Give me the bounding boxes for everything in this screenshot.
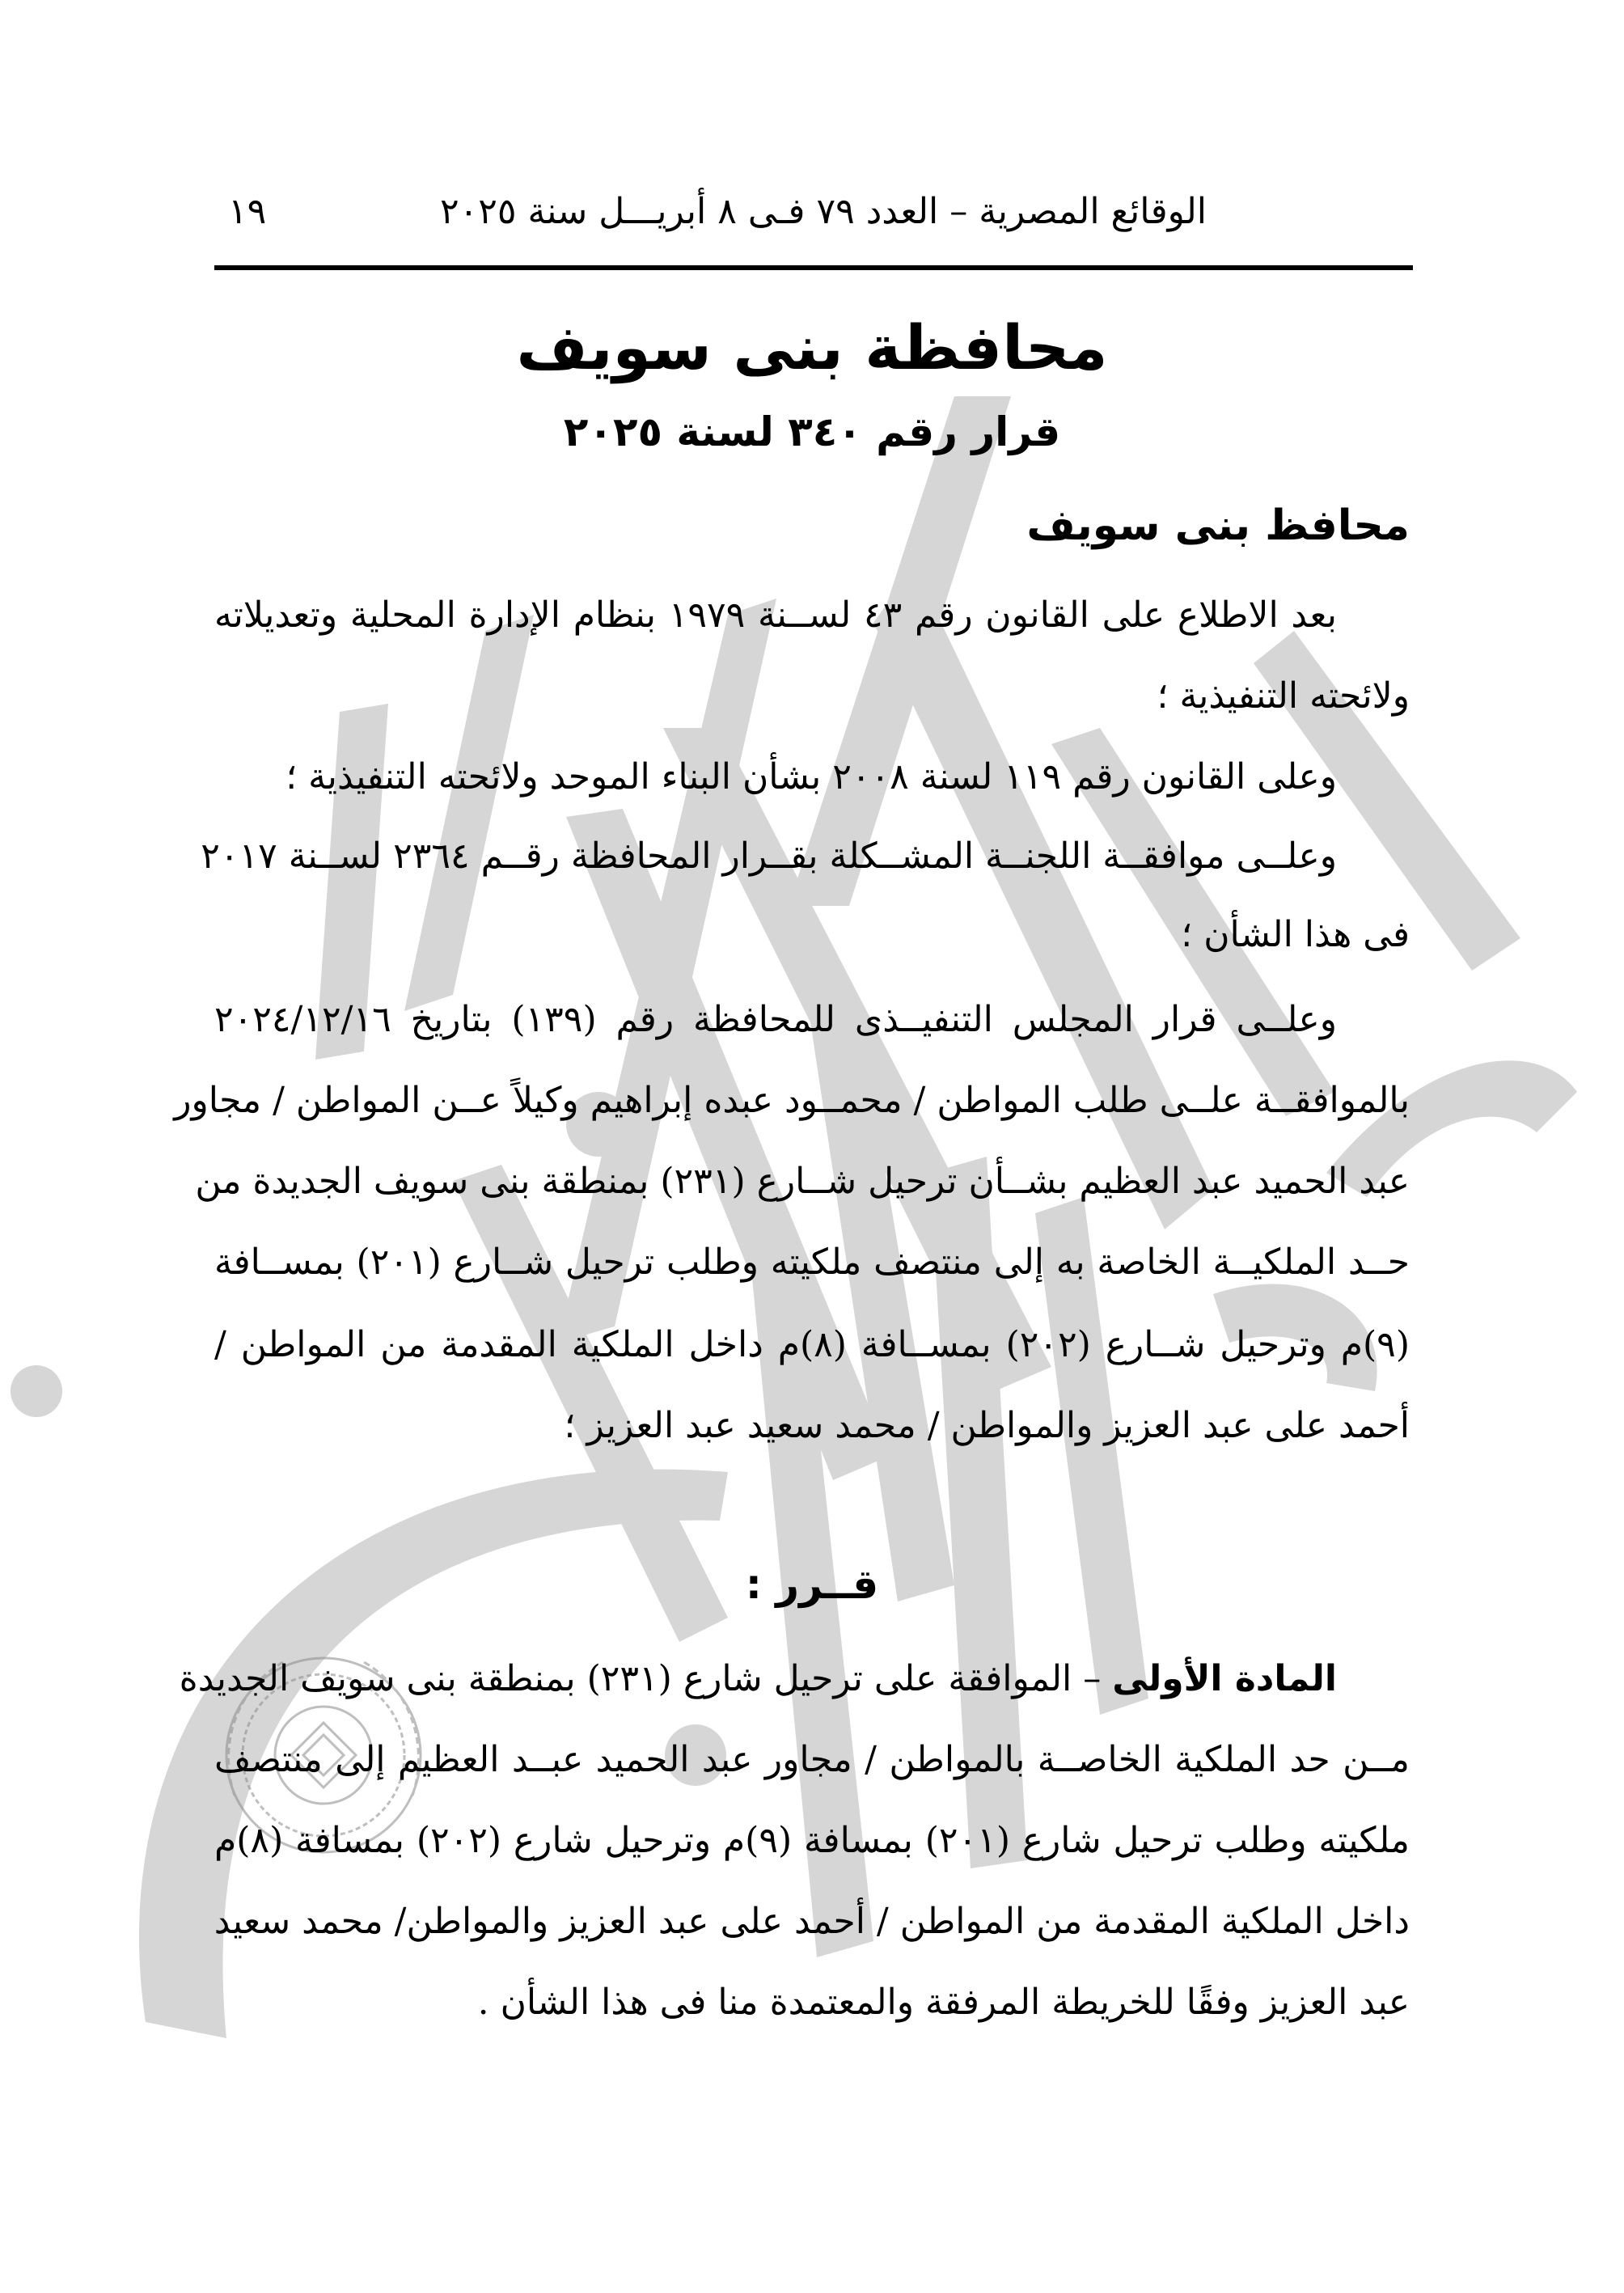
article-one-label: المادة الأولى bbox=[1112, 1658, 1337, 1699]
decree-word: قــرر : bbox=[745, 1561, 879, 1608]
decree-number: قرار رقم ٣٤٠ لسنة ٢٠٢٥ bbox=[563, 408, 1061, 455]
article-line: مــن حد الملكية الخاصــة بالمواطن / مجاور عبد الحميد عبــد العظيم إلى منتصف bbox=[214, 1739, 1410, 1780]
preamble-line: أحمد على عبد العزيز والمواطن / محمد سعيد عبد العزيز ؛ bbox=[564, 1405, 1410, 1446]
article-line: داخل الملكية المقدمة من المواطن / أحمد على عبد العزيز والمواطن/ محمد سعيد bbox=[214, 1901, 1410, 1942]
running-header: الوقائع المصرية – العدد ٧٩ فـى ٨ أبريـــل سنة ٢٠٢٥ bbox=[440, 191, 1207, 232]
document-title: محافظة بنى سويف bbox=[516, 311, 1108, 383]
preamble-line: حــد الملكيــة الخاصة به إلى منتصف ملكيته وطلب ترحيل شــارع (٢٠١) بمســافة bbox=[214, 1242, 1410, 1283]
preamble-line: وعلــى موافقــة اللجنــة المشــكلة بقــرار المحافظة رقــم ٢٣٦٤ لســنة ٢٠١٧ bbox=[201, 836, 1337, 877]
issuer-heading: محافظ بنى سويف bbox=[1026, 501, 1410, 550]
article-one-first-line bbox=[179, 1658, 1337, 1699]
article-line: ملكيته وطلب ترحيل شارع (٢٠١) بمسافة (٩)م وترحيل شارع (٢٠٢) بمسافة (٨)م bbox=[214, 1820, 1410, 1861]
article-line: عبد العزيز وفقًا للخريطة المرفقة والمعتمدة منا فى هذا الشأن . bbox=[477, 1982, 1410, 2023]
preamble-line: فى هذا الشأن ؛ bbox=[1181, 914, 1410, 955]
article-separator: – bbox=[1072, 1658, 1113, 1699]
preamble-line: ولائحته التنفيذية ؛ bbox=[1157, 675, 1410, 717]
header-rule bbox=[214, 265, 1413, 270]
preamble-line: بعد الاطلاع على القانون رقم ٤٣ لســنة ١٩٧٩ بنظام الإدارة المحلية وتعديلاته bbox=[214, 594, 1337, 636]
preamble-line: بالموافقــة علــى طلب المواطن / محمــود عبده إبراهيم وكيلاً عــن المواطن / مجاور bbox=[174, 1080, 1410, 1121]
page-number: ١٩ bbox=[228, 191, 267, 232]
preamble-line: عبد الحميد عبد العظيم بشــأن ترحيل شــارع (٢٣١) بمنطقة بنى سويف الجديدة من bbox=[195, 1161, 1410, 1202]
preamble-line: (٩)م وترحيل شــارع (٢٠٢) بمســافة (٨)م داخل الملكية المقدمة من المواطن / bbox=[214, 1324, 1410, 1365]
preamble-line: وعلى القانون رقم ١١٩ لسنة ٢٠٠٨ بشأن البناء الموحد ولائحته التنفيذية ؛ bbox=[285, 756, 1337, 797]
article-one-text: الموافقة على ترحيل شارع (٢٣١) بمنطقة بنى سويف الجديدة bbox=[179, 1658, 1072, 1699]
preamble-line: وعلــى قرار المجلس التنفيــذى للمحافظة رقم (١٣٩) بتاريخ ٢٠٢٤/١٢/١٦ bbox=[214, 999, 1338, 1040]
